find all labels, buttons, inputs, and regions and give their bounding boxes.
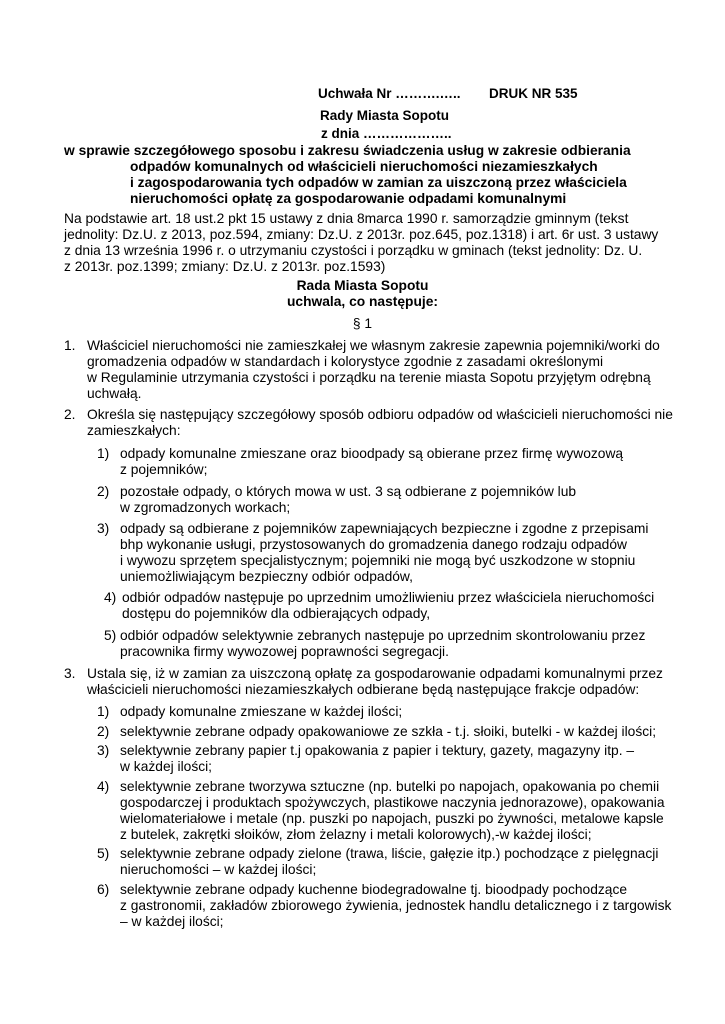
preamble-line: z 2013r. poz.1399; zmiany: Dz.U. z 2013r. poz.1593) — [64, 259, 386, 274]
item-line: Właściciel nieruchomości nie zamieszkałej we własnym zakresie zapewnia pojemniki/worki do — [87, 338, 660, 353]
subitem-line: – w każdej ilości; — [120, 914, 224, 929]
subitem-number: 1) — [97, 704, 110, 719]
item-line: Określa się następujący szczegółowy sposób odbioru odpadów od właścicieli nieruchomości nie — [87, 407, 673, 422]
preamble-line: z dnia 13 września 1996 r. o utrzymaniu czystości i porządku w gminach (tekst jednolity: Dz. U. — [64, 243, 643, 258]
item-line: Ustala się, iż w zamian za uiszczoną opłatę za gospodarowanie odpadami komunalnymi przez — [87, 666, 663, 681]
subitem-line: odpady komunalne zmieszane oraz bioodpady są obierane przez firmę wywozową — [120, 446, 624, 461]
item-number: 3. — [64, 666, 76, 681]
print-number: DRUK NR 535 — [489, 86, 578, 101]
subitem-line: pozostałe odpady, o których mowa w ust. 3 są odbierane z pojemników lub — [120, 484, 577, 499]
item-line: właścicieli nieruchomości niezamieszkałych odbierane będą następujące frakcje odpadów: — [87, 682, 640, 697]
subitem-number: 3) — [97, 521, 110, 536]
subitem-line: odpady są odbierane z pojemników zapewniających bezpieczne i zgodne z przepisami — [120, 521, 649, 536]
subitem-line: bhp wykonanie usługi, przystosowanych do gromadzenia danego rodzaju odpadów — [120, 537, 627, 552]
subitem-line: pracownika firmy wywozowej poprawności segregacji. — [120, 644, 449, 659]
item-line: zamieszkałych: — [87, 423, 181, 438]
subitem-line: z butelek, zakrętki słoików, złom żelazny i metali kolorowych),-w każdej ilości; — [120, 827, 592, 842]
subitem-line: uniemożliwiającym bezpieczny odbiór odpadów, — [120, 569, 413, 584]
subject-line: odpadów komunalnych od właścicieli nieruchomości niezamieszkałych — [130, 159, 598, 174]
subject-line: i zagospodarowania tych odpadów w zamian za uiszczoną przez właściciela — [130, 175, 627, 190]
subitem-line: selektywnie zebrane odpady opakowaniowe ze szkła - t.j. słoiki, butelki - w każdej ilości; — [120, 724, 657, 739]
subitem-line: wielomateriałowe i metale (np. puszki po napojach, puszki po żywności, metalowe kapsle — [120, 811, 664, 826]
item-line: gromadzenia odpadów w standardach i kolorystyce zgodnie z zasadami określonymi — [87, 354, 604, 369]
section-mark: § 1 — [352, 316, 373, 331]
subitem-line: odpady komunalne zmieszane w każdej ilości; — [120, 704, 403, 719]
subitem-line: nieruchomości – w każdej ilości; — [120, 862, 317, 877]
subitem-line: i wywozu sprzętem specjalistycznym; pojemniki nie mogą być uszkodzone w stopniu — [120, 553, 636, 568]
subitem-line: selektywnie zebrane odpady zielone (trawa, liście, gałęzie itp.) pochodzące z pielęgnacji — [120, 846, 659, 861]
subitem-number: 4) — [104, 590, 117, 605]
enact-decides: uchwala, co następuje: — [286, 294, 439, 309]
preamble-line: jednolity: Dz.U. z 2013, poz.594, zmiany: Dz.U. z 2013r. poz.645, poz.1318) i art. 6r ust. 3 ustawy — [64, 227, 659, 242]
enact-council: Rada Miasta Sopotu — [296, 278, 429, 293]
item-line: w Regulaminie utrzymania czystości i porządku na terenie miasta Sopotu przyjętym odrębną — [87, 370, 651, 385]
subitem-line: gospodarczej i produktach spożywczych, plastikowe naczynia jednorazowe), opakowania — [120, 795, 665, 810]
resolution-date: z dnia ……………….. — [321, 126, 452, 141]
subitem-line: z gastronomii, zakładów zbiorowego żywienia, jednostek handlu detalicznego i z targowisk — [120, 898, 672, 913]
council-name: Rady Miasta Sopotu — [320, 108, 450, 123]
subitem-line: w zgromadzonych workach; — [120, 500, 291, 515]
subitem-line: odbiór odpadów następuje po uprzednim umożliwieniu przez właściciela nieruchomości — [122, 590, 655, 605]
subitem-number: 2) — [97, 484, 110, 499]
item-number: 2. — [64, 407, 76, 422]
subitem-line: selektywnie zebrany papier t.j opakowania z papier i tektury, gazety, magazyny itp. – — [120, 743, 635, 758]
subitem-number: 4) — [97, 779, 110, 794]
subitem-line: dostępu do pojemników dla odbierających odpady, — [122, 606, 431, 621]
subitem-number: 5) — [97, 846, 110, 861]
subitem-line: selektywnie zebrane odpady kuchenne biodegradowalne tj. bioodpady pochodzące — [120, 882, 628, 897]
subject-line: w sprawie szczegółowego sposobu i zakresu świadczenia usług w zakresie odbierania — [64, 143, 631, 158]
subitem-number: 5) — [104, 628, 117, 643]
item-number: 1. — [64, 338, 76, 353]
subitem-line: selektywnie zebrane tworzywa sztuczne (np. butelki po napojach, opakowania po chemii — [120, 779, 660, 794]
subitem-number: 1) — [97, 446, 110, 461]
item-line: uchwałą. — [87, 386, 142, 401]
subitem-number: 6) — [97, 882, 110, 897]
subitem-line: z pojemników; — [120, 462, 208, 477]
subitem-number: 2) — [97, 724, 110, 739]
resolution-number: Uchwała Nr ……….….. — [318, 86, 461, 101]
subitem-number: 3) — [97, 743, 110, 758]
preamble-line: Na podstawie art. 18 ust.2 pkt 15 ustawy z dnia 8marca 1990 r. samorządzie gminnym (tekst — [64, 211, 629, 226]
subitem-line: w każdej ilości; — [120, 759, 213, 774]
subject-line: nieruchomości opłatę za gospodarowanie odpadami komunalnymi — [130, 191, 567, 206]
subitem-line: odbiór odpadów selektywnie zebranych następuje po uprzednim skontrolowaniu przez — [120, 628, 646, 643]
